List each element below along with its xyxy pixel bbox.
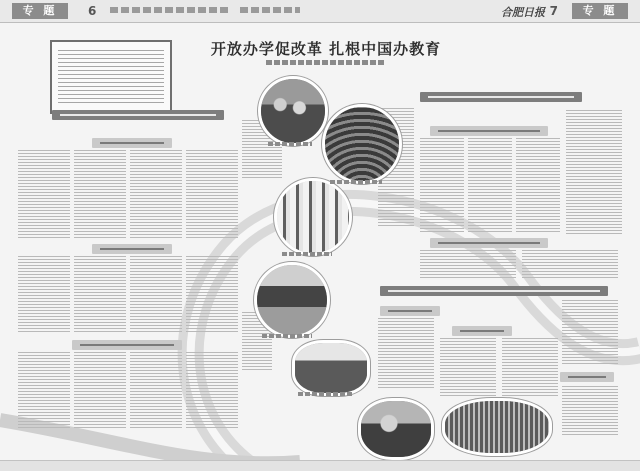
intro-text-lines	[58, 50, 164, 106]
text-column	[74, 352, 126, 430]
left-header-meta	[110, 7, 230, 13]
text-column	[562, 300, 618, 366]
photo-caption	[282, 252, 332, 256]
photo-lecture-hall	[322, 104, 402, 184]
main-headline: 开放办学促改革 扎根中国办教育	[210, 40, 442, 58]
left-page-number: 6	[88, 4, 97, 18]
text-column	[566, 110, 622, 234]
subsection-heading-6	[380, 306, 440, 316]
page-footer	[0, 460, 640, 471]
text-column	[378, 318, 434, 388]
photo-caption	[268, 142, 312, 146]
subsection-heading-4	[430, 126, 548, 136]
section-heading-2	[420, 92, 582, 102]
photo-graduates	[258, 76, 328, 146]
text-column	[516, 138, 560, 232]
subsection-heading-7	[452, 326, 512, 336]
photo-caption	[330, 180, 382, 184]
photo-group-banner	[292, 340, 370, 396]
text-column	[186, 150, 238, 238]
text-column	[130, 352, 182, 430]
subsection-heading-8	[560, 372, 614, 382]
subsection-heading-5	[430, 238, 548, 248]
intro-editor-box	[50, 40, 172, 114]
text-column	[420, 138, 464, 232]
section-heading-3	[380, 286, 608, 296]
text-column	[522, 250, 618, 280]
photo-award-ceremony	[254, 262, 330, 338]
text-column	[420, 250, 516, 280]
text-column	[18, 256, 70, 334]
text-column	[440, 338, 496, 396]
text-column	[18, 352, 70, 430]
right-section-tag: 专 题	[572, 3, 628, 19]
right-page-number: 7	[549, 4, 558, 18]
photo-caption	[298, 392, 352, 396]
photo-group-standing	[274, 178, 352, 256]
newspaper-name: 合肥日报	[501, 6, 545, 19]
text-column	[18, 150, 70, 238]
photo-large-assembly	[442, 398, 552, 456]
subsection-heading-3	[72, 340, 182, 350]
page-header	[0, 0, 640, 23]
text-column	[130, 150, 182, 238]
text-column	[74, 256, 126, 334]
sub-headline	[266, 60, 386, 65]
subsection-heading-2	[92, 244, 172, 254]
text-column	[74, 150, 126, 238]
section-heading-1	[52, 110, 224, 120]
photo-students-meeting	[358, 398, 434, 460]
text-column	[562, 386, 618, 436]
left-section-tag: 专 题	[12, 3, 68, 19]
text-column	[502, 338, 558, 396]
left-header-date	[240, 7, 300, 13]
text-column	[186, 256, 238, 334]
text-column	[130, 256, 182, 334]
text-column	[186, 352, 238, 430]
text-column	[468, 138, 512, 232]
photo-caption	[262, 334, 312, 338]
subsection-heading-1	[92, 138, 172, 148]
